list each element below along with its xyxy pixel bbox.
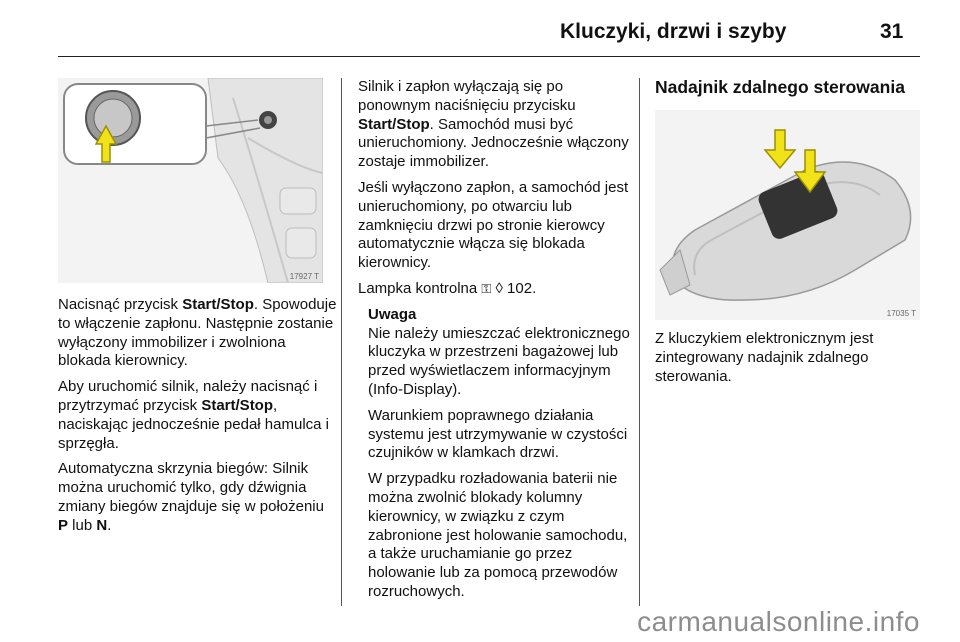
- watermark: carmanualsonline.info: [637, 606, 920, 637]
- paragraph-steering-lock: Jeśli wyłączono zapłon, a samochód jest unieruchomiony, po otwarciu lub zamknięciu drzwi po stronie kierowcy automatycznie włącza się blokada kierownicy.: [358, 178, 629, 272]
- paragraph-automatic: Automatyczna skrzynia biegów: Silnik można uruchomić tylko, gdy dźwignia zmiany biegów znajduje się w położeniu P lub N.: [58, 460, 324, 534]
- remote-key-figure: [655, 110, 920, 320]
- left-column: [58, 296, 338, 543]
- paragraph-engine-off: Silnik i zapłon wyłączają się po ponownym naciśnięciu przycisku Start/Stop. Samochód musi być unieruchomiony. Jednocześnie włączony zostaje immobilizer.: [358, 78, 629, 171]
- start-stop-illustration: [58, 78, 323, 283]
- section-heading: Nadajnik zdalnego sterowania: [655, 77, 905, 97]
- page-header-title: Kluczyki, drzwi i szyby: [560, 20, 787, 43]
- paragraph-remote: Z kluczykiem elektronicznym jest zintegrowany nadajnik zdalnego sterowania.: [655, 330, 874, 385]
- middle-column: [358, 78, 636, 609]
- note-box: [368, 306, 636, 602]
- note-paragraph-1: Nie należy umieszczać elektronicznego kluczyka w przestrzeni bagażowej lub przed wyświetlaczem informacyjnym (Info-Display).: [368, 324, 630, 398]
- figure-number: 17035 T: [886, 309, 916, 318]
- header-rule: [58, 56, 920, 57]
- paragraph-indicator: Lampka kontrolna ⚿ ◊ 102.: [358, 279, 537, 297]
- note-title: Uwaga: [368, 305, 417, 323]
- paragraph-engine-start: Aby uruchomić silnik, należy nacisnąć i przytrzymać przycisk Start/Stop, naciskając jednocześnie pedał hamulca i sprzęgła.: [58, 378, 329, 452]
- paragraph-start: Nacisnąć przycisk Start/Stop. Spowoduje to włączenie zapłonu. Następnie zostanie wyłączony immobilizer i zwolniona blokada kierownicy.: [58, 296, 337, 370]
- start-stop-figure: [58, 78, 323, 283]
- right-column: [655, 330, 925, 393]
- remote-key-illustration: [655, 110, 920, 320]
- column-divider-right: [639, 78, 640, 606]
- note-paragraph-3: W przypadku rozładowania baterii nie można zwolnić blokady kolumny kierownicy, w związku z czym zabronione jest holowanie samochodu, a także uruchamianie go przez holowanie lub za pomocą przewodów rozruchowych.: [368, 470, 628, 600]
- figure-number: 17927 T: [289, 272, 319, 281]
- immobilizer-lamp-icon: ⚿: [481, 280, 492, 296]
- column-divider-left: [341, 78, 342, 606]
- note-paragraph-2: Warunkiem poprawnego działania systemu jest utrzymywanie w czystości czujników w klamkach drzwi.: [368, 406, 628, 462]
- page-number: 31: [880, 20, 904, 43]
